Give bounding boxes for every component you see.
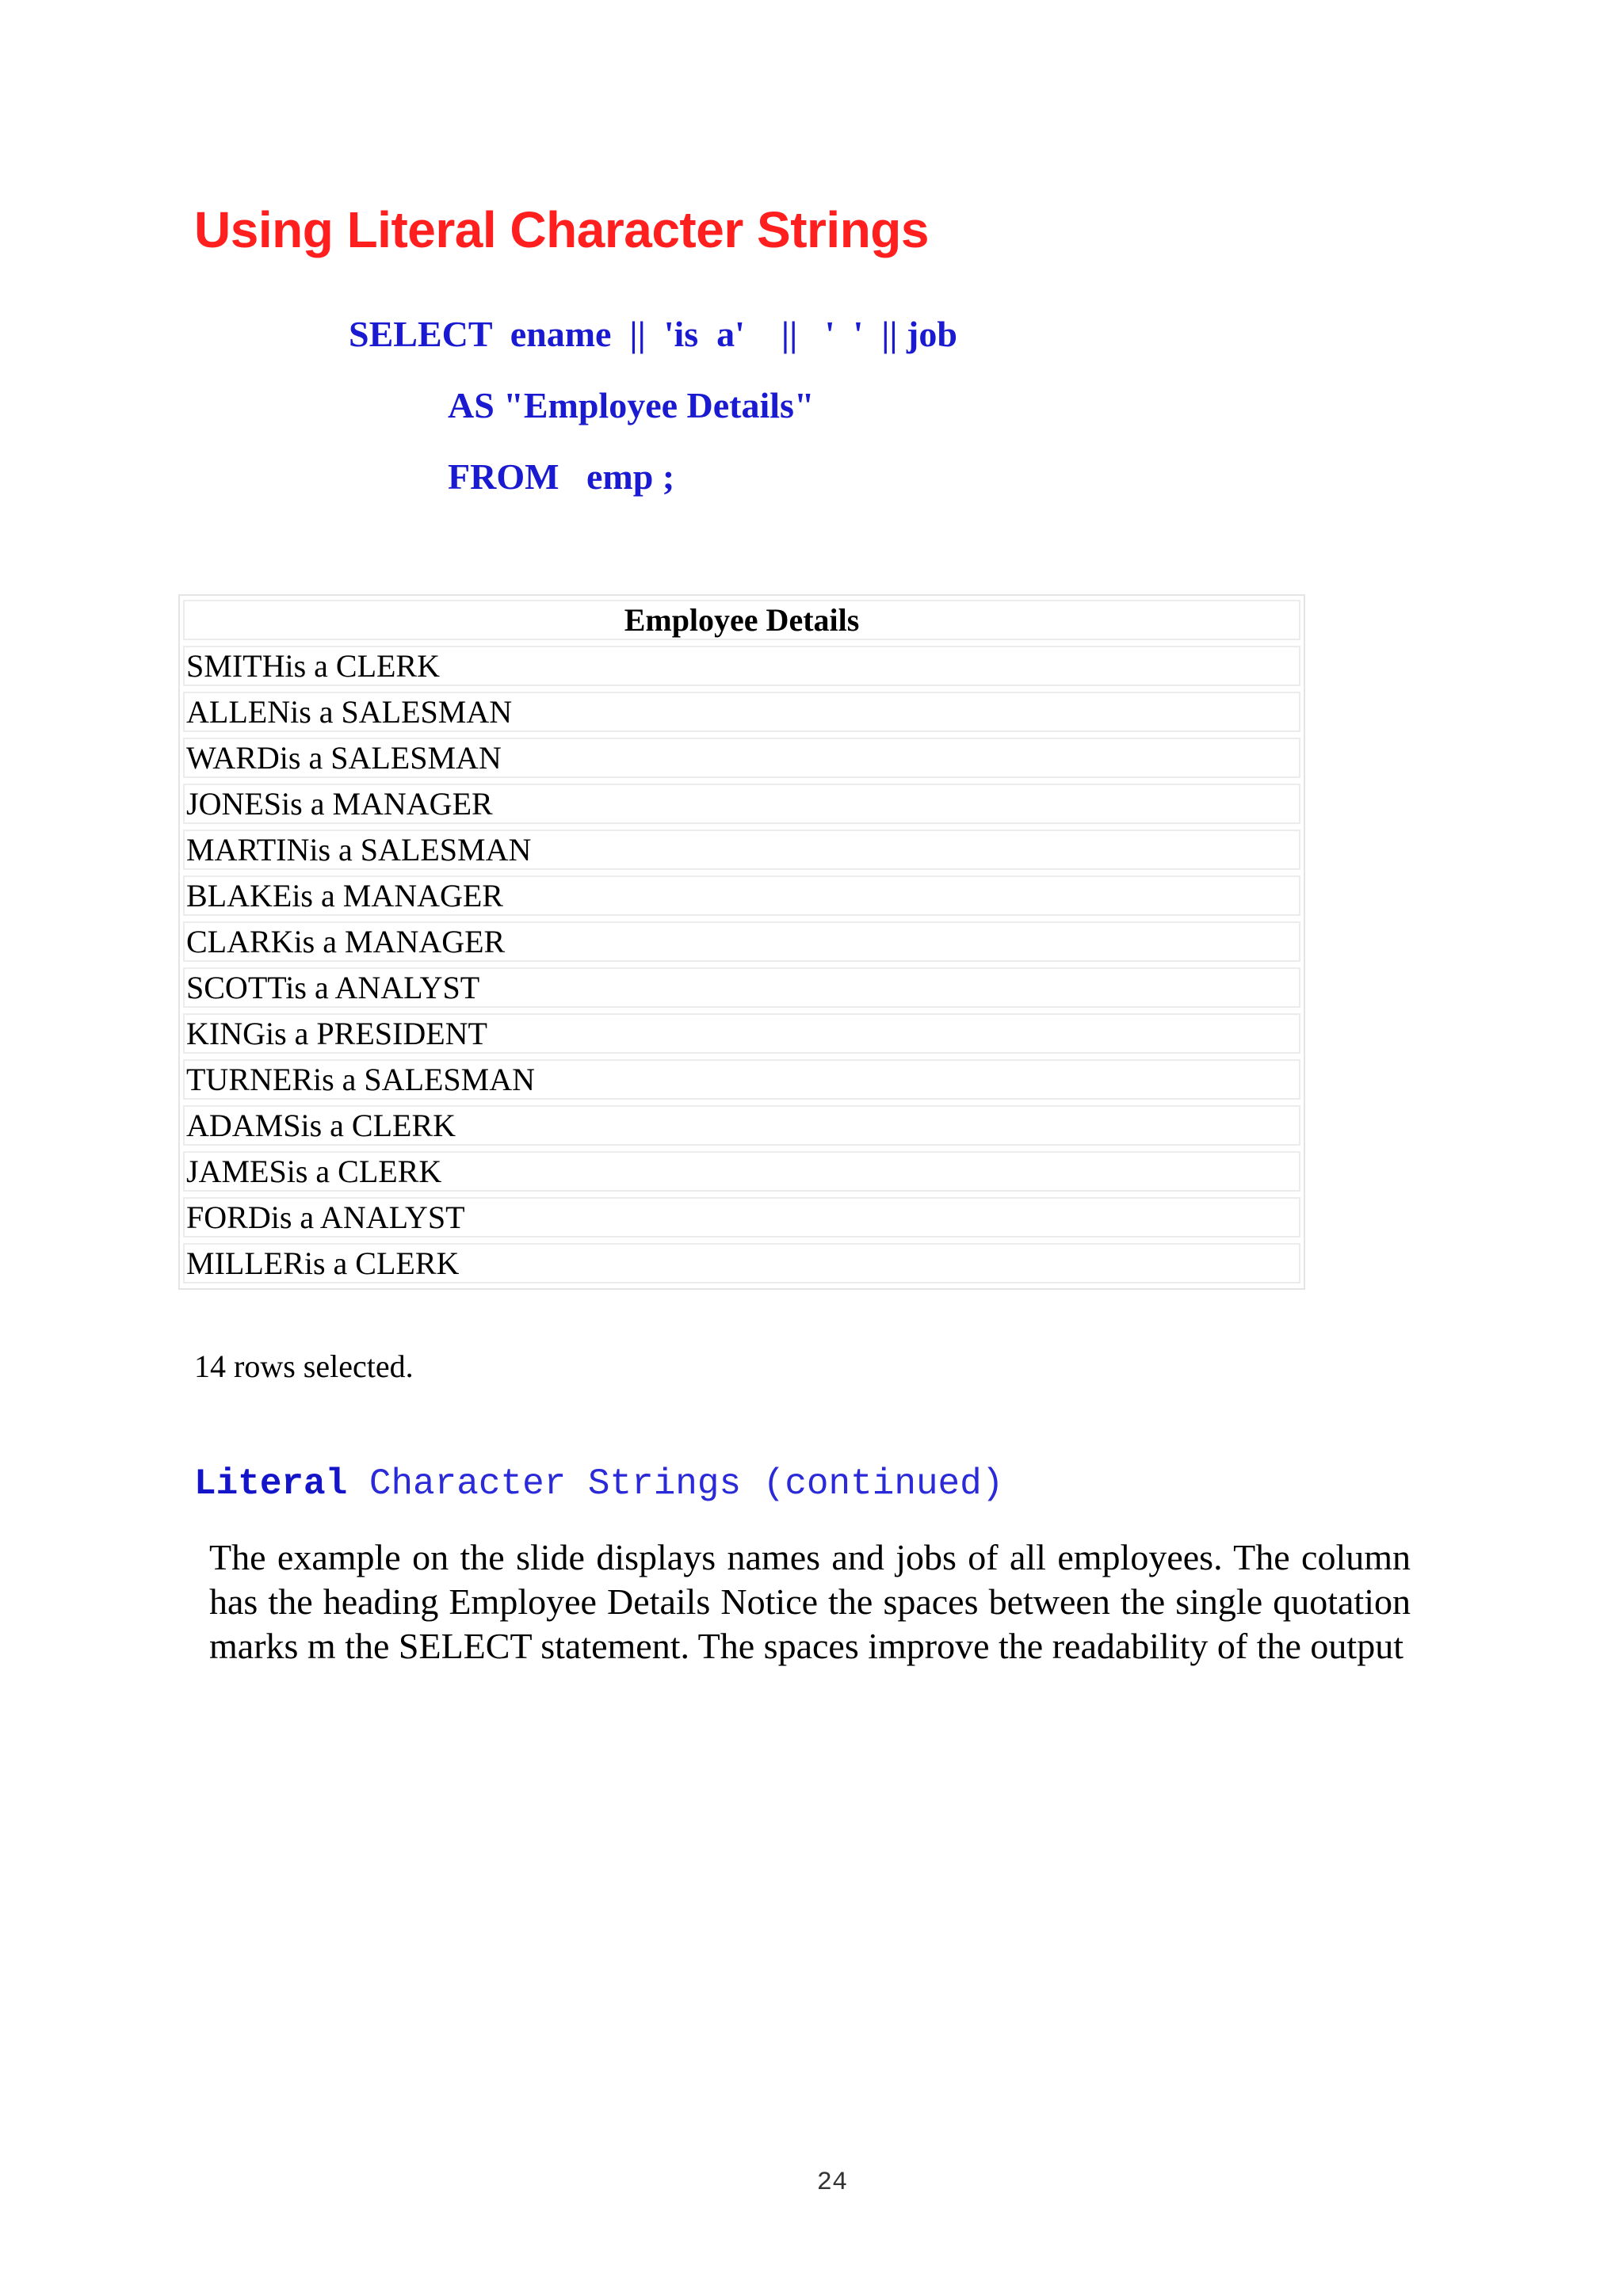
explanation-paragraph: The example on the slide displays names and jobs of all employees. The column has the heading Employee Details Notice the spaces between the single quotation marks m the SELECT statement. The spaces improve the readability of the output: [209, 1537, 1411, 1666]
table-row: [183, 1013, 1300, 1054]
rows-selected-footer: 14 rows selected.: [194, 1348, 414, 1384]
table-cell: SMITHis a CLERK: [183, 646, 1300, 686]
table-header-row: [183, 600, 1300, 640]
table-cell: KINGis a PRESIDENT: [183, 1013, 1300, 1054]
query-result-table: [178, 594, 1305, 1290]
table-cell: SCOTTis a ANALYST: [183, 967, 1300, 1008]
table-cell: WARDis a SALESMAN: [183, 738, 1300, 778]
table-cell: TURNERis a SALESMAN: [183, 1059, 1300, 1100]
table-row: [183, 1151, 1300, 1192]
table-row: [183, 646, 1300, 686]
section-heading-keyword: Literal: [194, 1463, 348, 1505]
sql-select-line: SELECT ename || 'is a' || ' ' || job: [349, 314, 957, 354]
section-heading-rest: Character Strings (continued): [347, 1463, 1004, 1505]
table-cell: ADAMSis a CLERK: [183, 1105, 1300, 1146]
page-title: Using Literal Character Strings: [194, 201, 929, 258]
section-heading: [194, 1460, 1003, 1508]
table-row: [183, 1243, 1300, 1283]
table-row: [183, 784, 1300, 824]
table-row: [183, 921, 1300, 962]
table-cell: JONESis a MANAGER: [183, 784, 1300, 824]
table-row: [183, 692, 1300, 732]
sql-alias-line: AS "Employee Details": [448, 385, 815, 425]
page-number: 24: [816, 2168, 848, 2197]
table-cell: CLARKis a MANAGER: [183, 921, 1300, 962]
table-row: [183, 1059, 1300, 1100]
table-row: [183, 830, 1300, 870]
table-row: [183, 875, 1300, 916]
column-header-employee-details: Employee Details: [183, 600, 1300, 640]
table-cell: JAMESis a CLERK: [183, 1151, 1300, 1192]
table-row: [183, 1197, 1300, 1238]
table-cell: FORDis a ANALYST: [183, 1197, 1300, 1238]
sql-from-line: FROM emp ;: [448, 456, 675, 497]
table-cell: BLAKEis a MANAGER: [183, 875, 1300, 916]
table-row: [183, 1105, 1300, 1146]
table-cell: MARTINis a SALESMAN: [183, 830, 1300, 870]
table-row: [183, 738, 1300, 778]
table-row: [183, 967, 1300, 1008]
table-cell: ALLENis a SALESMAN: [183, 692, 1300, 732]
table-cell: MILLERis a CLERK: [183, 1243, 1300, 1283]
